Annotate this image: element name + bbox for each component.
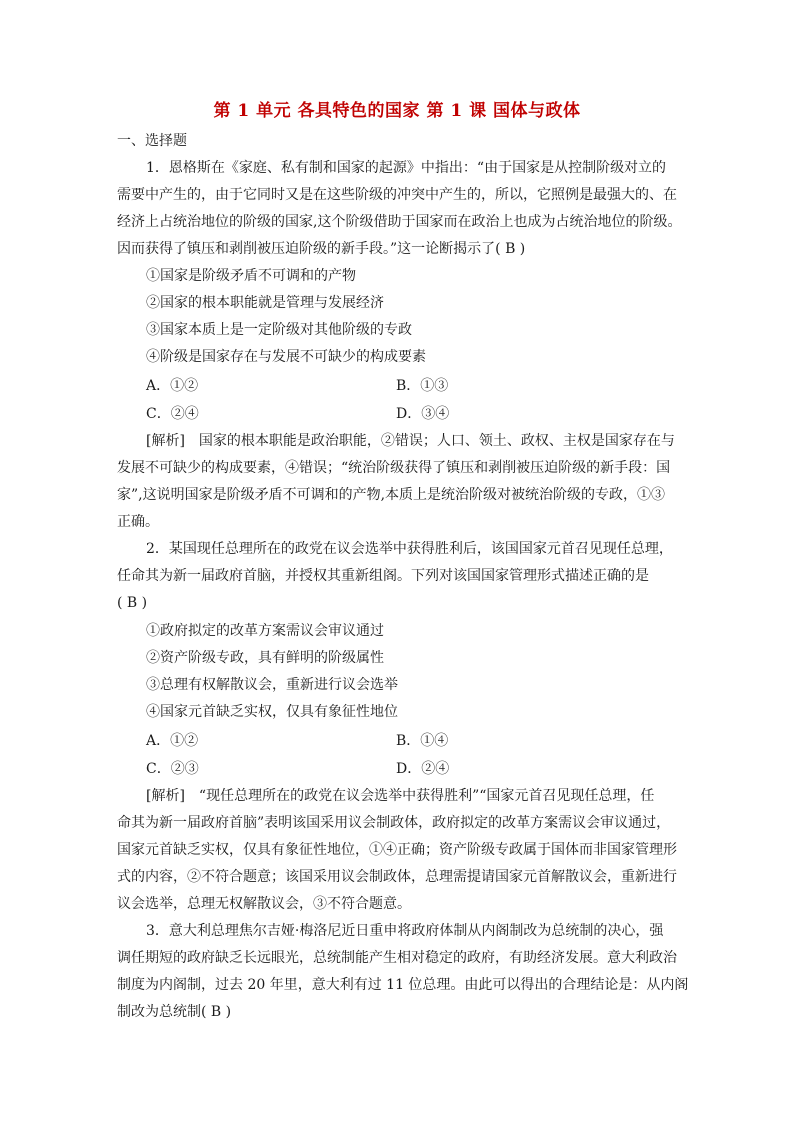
q3-stem-line: 3．意大利总理焦尔吉娅·梅洛尼近日重申将政府体制从内阁制改为总统制的决心，强	[146, 923, 664, 939]
q3-stem-line: 制改为总统制( B )	[117, 1004, 232, 1020]
q2-analysis-line: 国家元首缺乏实权，仅具有象征性地位，①④正确；资产阶级专政属于国体而非国家管理形	[117, 842, 677, 858]
q1-analysis-line: 发展不可缺少的构成要素，④错误；“统治阶级获得了镇压和剥削被压迫阶级的新手段：国	[117, 460, 671, 476]
q2-analysis-line: 式的内容，②不符合题意；该国采用议会制政体，总理需提请国家元首解散议会，重新进行	[117, 869, 677, 885]
q1-analysis-line: 正确。	[117, 514, 159, 530]
q2-statement: ①政府拟定的改革方案需议会审议通过	[146, 623, 384, 639]
q1-stem-line: 需要中产生的，由于它同时又是在这些阶级的冲突中产生的，所以，它照例是最强大的、在	[117, 187, 677, 203]
q2-stem-line: ( B )	[117, 595, 148, 611]
q1-statement: ①国家是阶级矛盾不可调和的产物	[146, 268, 356, 284]
q1-stem-line: 经济上占统治地位的阶级的国家,这个阶级借助于国家而在政治上也成为占统治地位的阶级。	[117, 214, 682, 230]
q1-option-b: B．①③	[396, 378, 449, 394]
q1-statement: ④阶级是国家存在与发展不可缺少的构成要素	[146, 349, 426, 365]
q2-stem-line: 2．某国现任总理所在的政党在议会选举中获得胜利后，该国国家元首召见现任总理，	[146, 541, 673, 557]
q1-analysis-line: 家”,这说明国家是阶级矛盾不可调和的产物,本质上是统治阶级对被统治阶级的专政，①③	[117, 487, 666, 503]
q1-statement: ②国家的根本职能就是管理与发展经济	[146, 295, 384, 311]
q3-stem-line: 调任期短的政府缺乏长远眼光，总统制能产生相对稳定的政府，有助经济发展。意大利政治	[117, 950, 677, 966]
q1-statement: ③国家本质上是一定阶级对其他阶级的专政	[146, 322, 412, 338]
q2-option-d: D．②④	[396, 761, 450, 777]
q2-option-b: B．①④	[396, 733, 449, 749]
section-heading: 一、选择题	[117, 133, 187, 149]
q1-option-d: D．③④	[396, 406, 450, 422]
q1-option-c: C．②④	[146, 406, 199, 422]
q2-analysis-line: [解析] “现任总理所在的政党在议会选举中获得胜利”“国家元首召见现任总理，任	[146, 788, 655, 804]
q3-stem-line: 制度为内阁制，过去 20 年里，意大利有过 11 位总理。由此可以得出的合理结论是：从内阁	[117, 977, 689, 993]
q2-analysis-line: 命其为新一届政府首脑”表明该国采用议会制政体，政府拟定的改革方案需议会审议通过，	[117, 815, 671, 831]
page-title: 第 1 单元 各具特色的国家 第 1 课 国体与政体	[213, 101, 581, 121]
q2-statement: ②资产阶级专政，具有鲜明的阶级属性	[146, 650, 384, 666]
q2-analysis-line: 议会选举，总理无权解散议会，③不符合题意。	[117, 896, 411, 912]
q2-statement: ③总理有权解散议会，重新进行议会选举	[146, 677, 398, 693]
q1-analysis-line: [解析] 国家的根本职能是政治职能，②错误；人口、领土、政权、主权是国家存在与	[146, 433, 675, 449]
q2-option-a: A．①②	[146, 733, 199, 749]
q1-option-a: A．①②	[146, 378, 199, 394]
q2-option-c: C．②③	[146, 761, 199, 777]
q2-statement: ④国家元首缺乏实权，仅具有象征性地位	[146, 704, 398, 720]
q1-stem-line: 因而获得了镇压和剥削被压迫阶级的新手段。”这一论断揭示了( B )	[117, 241, 526, 257]
q1-stem-line: 1．恩格斯在《家庭、私有制和国家的起源》中指出：“由于国家是从控制阶级对立的	[146, 160, 667, 176]
q2-stem-line: 任命其为新一届政府首脑，并授权其重新组阁。下列对该国国家管理形式描述正确的是	[117, 568, 649, 584]
